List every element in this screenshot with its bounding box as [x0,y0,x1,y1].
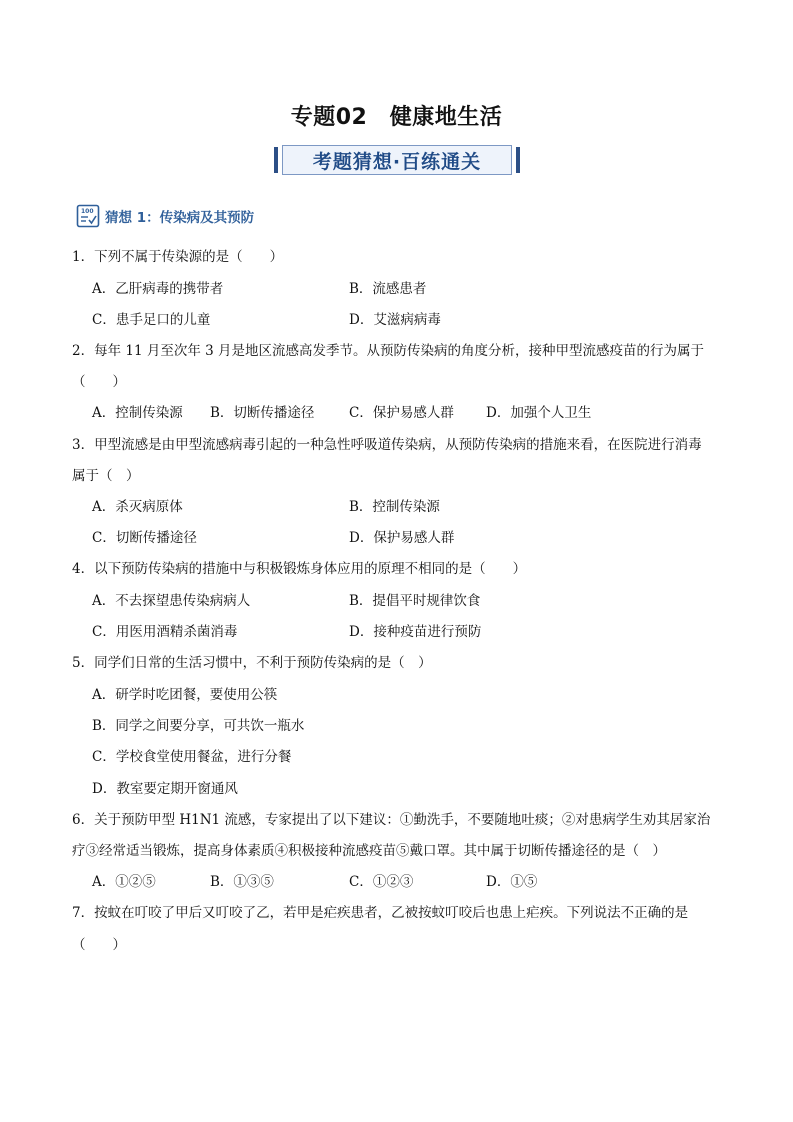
question-1-stem: 1．下列不属于传染源的是（ ） [72,249,284,265]
q4-option-a: A．不去探望患传染病病人 [92,593,251,609]
checklist-100-icon [76,204,100,228]
q2-option-a: A．控制传染源 [92,405,183,421]
banner-text: 考题猜想·百练通关 [312,151,482,173]
q2-option-d: D．加强个人卫生 [486,405,592,421]
q5-option-a: A．研学时吃团餐，要使用公筷 [92,687,278,703]
q6-option-d: D．①⑤ [486,874,538,890]
q3-option-b: B．控制传染源 [349,499,440,515]
svg-text:100: 100 [81,208,94,215]
question-7-stem: 7．按蚊在叮咬了甲后又叮咬了乙，若甲是疟疾患者，乙被按蚊叮咬后也患上疟疾。下列说法不正确的是 [72,905,689,921]
q3-option-c: C．切断传播途径 [92,530,197,546]
question-4-stem: 4．以下预防传染病的措施中与积极锻炼身体应用的原理不相同的是（ ） [72,561,527,577]
question-3-stem: 3．甲型流感是由甲型流感病毒引起的一种急性呼吸道传染病，从预防传染病的措施来看，在医院进行消毒 [72,437,702,453]
question-2-stem-cont: （ ） [72,374,126,390]
q5-option-d: D．教室要定期开窗通风 [92,781,238,797]
question-6-stem: 6．关于预防甲型 H1N1 流感，专家提出了以下建议：①勤洗手，不要随地吐痰；②对患病学生劝其居家治 [72,812,711,828]
q5-option-b: B．同学之间要分享，可共饮一瓶水 [92,718,305,734]
guess-heading [76,203,254,229]
q1-option-b: B．流感患者 [349,281,427,297]
question-3-stem-cont: 属于（ ） [72,468,140,484]
q6-option-b: B．①③⑤ [210,874,274,890]
q6-option-a: A．①②⑤ [92,874,156,890]
q4-option-d: D．接种疫苗进行预防 [349,624,482,640]
q4-option-c: C．用医用酒精杀菌消毒 [92,624,238,640]
q1-option-d: D．艾滋病病毒 [349,312,441,328]
q3-option-d: D．保护易感人群 [349,530,455,546]
guess-label: 猜想 1：传染病及其预防 [105,210,255,226]
q1-option-c: C．患手足口的儿童 [92,312,211,328]
q4-option-b: B．提倡平时规律饮食 [349,593,481,609]
q2-option-c: C．保护易感人群 [349,405,454,421]
q2-option-b: B．切断传播途径 [210,405,315,421]
question-6-stem-cont: 疗③经常适当锻炼，提高身体素质④积极接种流感疫苗⑤戴口罩。其中属于切断传播途径的是（ ） [72,843,666,859]
q5-option-c: C．学校食堂使用餐盆，进行分餐 [92,749,292,765]
question-7-stem-cont: （ ） [72,937,126,953]
page-title: 专题02 健康地生活 [290,105,503,130]
q3-option-a: A．杀灭病原体 [92,499,183,515]
section-banner [274,145,520,175]
question-5-stem: 5．同学们日常的生活习惯中，不利于预防传染病的是（ ） [72,655,432,671]
q1-option-a: A．乙肝病毒的携带者 [92,281,224,297]
q6-option-c: C．①②③ [349,874,414,890]
question-2-stem: 2．每年 11 月至次年 3 月是地区流感高发季节。从预防传染病的角度分析，接种甲型流感疫苗的行为属于 [72,343,705,359]
